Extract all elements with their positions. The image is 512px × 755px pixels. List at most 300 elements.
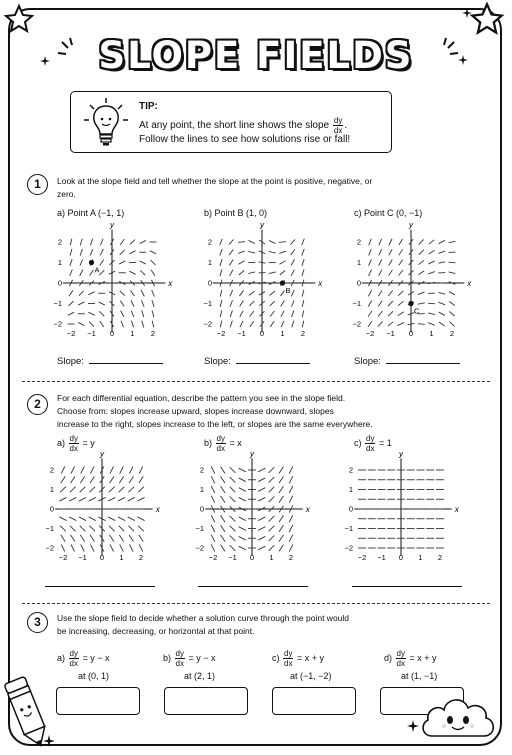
x-tick-label: 1 [280,329,285,338]
slope-segment [302,239,305,245]
slope-segment [211,525,215,532]
slope-segment [368,290,371,296]
q3-line-1: Use the slope field to decide whether a solution curve through the point would [57,613,350,623]
slope-segment [79,291,84,296]
slope-segment [439,312,445,315]
slope-segment [418,303,425,304]
slope-segment [120,291,125,296]
slope-segment [129,544,133,551]
y-tick-label: −2 [195,543,204,553]
slope-segment [258,497,265,501]
slope-segment [398,301,403,305]
tip-box [70,91,392,153]
x-tick-label: −1 [237,329,246,338]
star-icon-top-left [4,4,34,34]
slope-segment [230,477,236,483]
slope-segment [239,488,246,492]
slope-segment [419,260,424,264]
slope-segment [419,239,424,244]
slope-segment [69,301,74,306]
slope-segment [399,260,403,266]
slope-segment [90,239,92,246]
x-tick-label: −2 [58,553,68,562]
page-title: SLOPE FIELDS [98,34,414,77]
frac-den: dx [284,659,293,668]
slope-segment [109,487,115,493]
slope-label: Slope: [57,356,84,367]
slope-segment [279,242,286,243]
slope-segment [279,261,285,265]
slope-segment [291,249,295,255]
slope-segment [118,517,125,521]
slope-segment [229,260,233,266]
slope-segment [258,536,265,540]
x-axis-label: x [168,279,173,288]
y-tick-label: −2 [352,319,361,329]
x-tick-label: −2 [216,329,226,338]
star-icon-top-right [470,2,504,36]
q1-slope-field-b [195,220,325,344]
slope-segment [220,239,223,245]
slope-segment [110,466,114,473]
slope-segment [119,535,123,542]
slope-segment [449,301,455,305]
slope-segment [291,290,294,296]
slope-segment [399,249,403,255]
frac-num: dy [175,649,184,658]
slope-segment [388,291,392,296]
slope-segment [131,300,134,306]
q1-slope-answer-c[interactable] [354,356,460,367]
part-letter: d) [384,652,393,663]
q2-part-c-label [354,434,392,453]
slope-segment [291,300,294,307]
slope-segment [110,535,114,542]
q1-slope-field-c [344,220,474,344]
slope-segment [79,517,86,521]
slope-segment [269,516,275,522]
slope-segment [90,544,94,551]
tip-line-1 [139,116,347,135]
x-tick-label: 0 [99,553,105,562]
slope-segment [90,249,93,255]
slope-segment [279,467,283,474]
slope-segment [248,272,255,274]
slope-segment [152,300,154,307]
slope-field-grid [344,449,459,562]
slope-label: Slope: [354,356,381,367]
slope-segment [238,251,245,253]
x-tick-label: 2 [138,553,144,562]
slope-segment [399,270,403,275]
y-tick-label: −1 [344,524,353,533]
q3-answer-box-a[interactable] [56,687,140,715]
answer-blank[interactable] [89,363,163,364]
slope-segment [60,487,66,493]
slope-segment [429,240,434,244]
slope-segment [279,525,283,532]
slope-segment [379,270,382,276]
slope-segment [80,239,82,246]
slope-segment [221,486,225,493]
q3-point-b: at (2, 1) [184,671,216,681]
slope-field-grid [352,221,472,338]
slope-segment [140,270,145,275]
slope-segment [129,476,133,483]
slope-segment [269,240,275,243]
slope-segment [221,545,225,552]
slope-segment [439,302,445,305]
slope-segment [279,496,283,503]
slope-segment [270,301,275,306]
slope-segment [449,311,454,316]
frac-den: dx [366,444,375,453]
dy-dx-fraction [283,649,293,668]
slope-segment [230,300,233,307]
slope-segment [378,321,383,326]
slope-segment [121,311,124,317]
slope-segment [140,240,146,243]
slope-segment [141,290,144,296]
slope-segment [258,546,265,550]
slope-segment [89,322,94,327]
slope-segment [221,525,225,532]
slope-segment [131,321,133,328]
slope-segment [230,321,232,328]
dy-dx-fraction [216,434,226,453]
slope-segment [428,272,435,274]
slope-segment [128,497,135,501]
slope-segment [399,239,403,245]
slope-segment [81,466,85,473]
slope-segment [281,321,284,327]
slope-segment [139,535,143,542]
slope-segment [70,239,72,246]
y-tick-label: 1 [348,485,353,494]
slope-segment [130,240,135,245]
x-tick-label: 0 [408,329,414,338]
slope-segment [141,300,144,306]
x-tick-label: 1 [418,553,423,562]
slope-segment [279,515,283,522]
x-tick-label: −1 [87,329,96,338]
y-tick-label: 2 [49,465,54,475]
slope-segment [269,291,275,295]
slope-segment [389,259,393,265]
slope-segment [279,486,283,493]
y-tick-label: −1 [352,299,361,308]
tip-label: TIP: [139,101,158,112]
q1-slope-answer-a[interactable] [57,356,163,367]
slope-segment [89,497,96,501]
part-letter: c) [272,652,280,663]
slope-segment [302,259,304,266]
slope-label: Slope: [204,356,231,367]
answer-blank[interactable] [236,363,310,364]
y-tick-label: −1 [195,524,204,533]
slope-segment [279,476,283,483]
slope-segment [88,312,94,315]
frac-den: dx [333,126,343,135]
q3-point-c: at (−1, −2) [290,671,332,681]
slope-segment [438,262,445,263]
slope-segment [289,476,293,483]
x-axis-label: x [454,505,459,514]
slope-segment [80,249,82,256]
dy-dx-fraction [365,434,375,453]
slope-segment [230,516,236,522]
slope-segment [269,487,275,493]
slope-segment [80,487,86,493]
slope-segment [449,262,456,263]
slope-segment [292,321,294,328]
slope-segment [59,497,66,501]
dy-dx-fraction [69,649,79,668]
slope-segment [289,535,293,542]
slope-segment [79,497,86,501]
y-tick-label: −1 [203,299,212,308]
q3-part-a-label [57,649,110,668]
x-tick-label: 2 [437,553,443,562]
slope-segment [120,250,125,255]
slope-segment [89,517,96,521]
q2-answer-line-a[interactable] [45,586,155,587]
slope-segment [378,290,382,296]
slope-segment [90,466,94,473]
equation-rhs: = x + y [296,652,324,663]
slope-segment [230,535,236,541]
slope-segment [61,535,65,542]
x-tick-label: −1 [228,553,237,562]
y-tick-label: 1 [49,485,54,494]
slope-segment [240,321,243,327]
y-tick-label: 2 [348,465,353,475]
slope-segment [99,311,104,316]
slope-segment [128,517,135,521]
x-tick-label: 2 [150,329,156,338]
q3-point-a: at (0, 1) [78,671,110,681]
slope-segment [279,545,283,552]
cloud-mascot-icon [418,688,498,744]
slope-segment [138,487,144,493]
slope-segment [378,301,382,307]
part-letter: a) [57,437,66,448]
slope-segment [302,310,304,317]
q2-answer-line-b[interactable] [198,586,308,587]
frac-num: dy [284,649,293,658]
slope-segment [389,239,392,245]
slope-segment [70,526,76,532]
slope-segment [269,535,275,541]
y-tick-label: 2 [199,465,204,475]
equation-rhs: = x + y [409,652,437,663]
slope-segment [239,270,244,275]
slope-segment [378,311,382,316]
slope-segment [258,478,265,482]
slope-segment [108,497,115,501]
slope-segment [139,544,143,551]
slope-segment [220,269,222,276]
slope-segment [428,261,434,264]
slope-segment [269,272,276,274]
slope-segment [239,478,246,482]
slope-segment [99,302,105,305]
slope-segment [59,517,66,521]
q2-answer-line-c[interactable] [352,586,462,587]
slope-segment [108,517,115,521]
answer-blank[interactable] [386,363,460,364]
slope-segment [238,242,245,243]
slope-segment [118,497,125,501]
slope-segment [250,311,254,316]
slope-segment [150,251,156,254]
tip-period: . [344,120,348,132]
slope-segment [221,515,225,522]
slope-segment [289,525,293,532]
slope-segment [239,497,246,501]
slope-segment [71,466,75,473]
slope-segment [151,260,156,265]
slope-segment [279,251,286,253]
slope-segment [220,321,222,328]
slope-segment [289,496,293,503]
y-tick-label: −2 [344,543,353,553]
q2-slope-field-b [195,449,325,568]
slope-segment [388,311,393,316]
slope-segment [230,496,236,502]
q3-answer-box-b[interactable] [164,687,248,715]
q3-part-b-label [163,649,216,668]
y-tick-label: −2 [53,319,62,329]
frac-den: dx [216,444,225,453]
slope-segment [71,476,75,483]
q2-line-3: increase to the right, slopes increase to the left, or slopes are the same everywhere. [57,419,373,429]
slope-segment [211,496,215,503]
slope-segment [449,241,456,242]
slope-segment [120,301,124,307]
slope-segment [269,526,275,532]
q2-slope-field-c [344,449,474,568]
slope-segment [90,535,94,542]
slope-segment [368,300,372,306]
slope-segment [89,526,95,532]
slope-segment [449,292,455,295]
x-tick-label: 1 [269,553,274,562]
tip-text: At any point, the short line shows the slope [139,120,330,132]
slope-segment [280,290,284,296]
x-tick-label: 0 [249,553,255,562]
x-tick-label: −1 [386,329,395,338]
equation-rhs: = 1 [378,437,392,448]
slope-segment [258,468,265,472]
slope-segment [230,290,233,296]
slope-segment [129,466,133,473]
q2-part-a-label [57,434,95,453]
slope-segment [418,324,425,325]
slope-segment [100,239,103,245]
slope-segment [78,322,84,325]
slope-segment [438,251,445,253]
q1-slope-answer-b[interactable] [204,356,310,367]
q1-part-c-label: c) Point C (0, −1) [354,208,423,218]
frac-num: dy [69,434,78,443]
slope-segment [281,301,285,307]
slope-segment [70,249,72,256]
slope-segment [221,535,225,542]
q3-point-d: at (1, −1) [401,671,438,681]
slope-segment [230,545,236,551]
equation-rhs: = y − x [82,652,110,663]
slope-segment [211,476,215,483]
slope-segment [70,259,72,266]
slope-segment [152,290,155,296]
slope-segment [418,271,424,275]
slope-segment [120,239,124,245]
slope-segment [239,290,243,296]
slope-segment [69,517,76,521]
y-tick-label: 1 [207,258,212,267]
frac-den: dx [175,659,184,668]
x-axis-label: x [467,279,472,288]
q2-instructions [57,392,477,431]
frac-den: dx [69,444,78,453]
x-tick-label: −2 [365,329,375,338]
slope-segment [239,546,246,550]
slope-segment [239,527,246,531]
marked-point [408,301,413,306]
slope-segment [290,239,295,244]
slope-segment [229,239,234,244]
slope-segment [279,535,283,542]
part-letter: b) [163,652,172,663]
slope-segment [230,270,233,276]
slope-segment [291,270,294,276]
slope-segment [211,544,215,551]
x-tick-label: 2 [449,329,455,338]
slope-segment [211,486,215,493]
slope-segment [71,544,75,551]
slope-segment [90,270,94,276]
slope-segment [258,527,265,531]
slope-segment [450,322,455,327]
slope-segment [302,249,304,256]
q1-part-a-label: a) Point A (−1, 1) [57,208,125,218]
slope-segment [289,515,293,522]
slope-segment [70,270,73,276]
small-star-icon [43,735,55,747]
lightbulb-icon [81,96,131,148]
part-letter: c) [354,437,362,448]
x-tick-label: 0 [398,553,404,562]
slope-segment [428,323,434,326]
slope-segment [240,301,244,307]
q1-instructions: Look at the slope field and tell whether the slope at the point is positive, negative, or zero. [57,176,373,199]
slope-segment [80,535,84,542]
y-axis-label: y [399,449,403,459]
slope-segment [438,292,445,294]
slope-segment [269,477,275,483]
slope-segment [60,526,66,532]
x-tick-label: −2 [208,553,218,562]
dy-dx-fraction [396,649,406,668]
slope-segment [69,290,73,296]
slope-segment [128,487,134,493]
y-tick-label: 2 [356,237,361,247]
q3-answer-box-c[interactable] [272,687,356,715]
slope-segment [129,535,133,542]
slope-segment [289,544,293,551]
slope-segment [80,270,83,276]
